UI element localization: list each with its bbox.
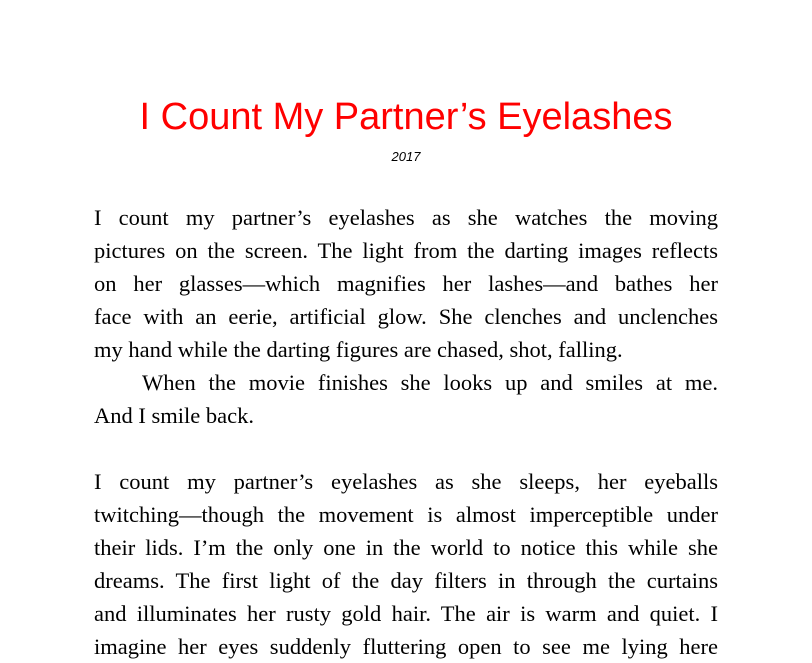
- paragraph-2: [94, 366, 718, 432]
- paragraph-line: imagine her eyes suddenly fluttering open to see me lying here: [94, 634, 718, 659]
- paragraph-line: my hand while the darting figures are chased, shot, falling.: [94, 337, 623, 362]
- paragraph-line: face with an eerie, artificial glow. She clenches and unclenches: [94, 304, 718, 329]
- paragraph-line: I count my partner’s eyelashes as she watches the moving: [94, 205, 718, 230]
- document-title: I Count My Partner’s Eyelashes: [139, 96, 673, 138]
- paragraph-line: on her glasses—which magnifies her lashes—and bathes her: [94, 271, 718, 296]
- paragraph-3: [94, 465, 718, 663]
- document-year: 2017: [391, 149, 421, 164]
- paragraph-line: dreams. The first light of the day filters in through the curtains: [94, 568, 718, 593]
- paragraph-line: I count my partner’s eyelashes as she sleeps, her eyeballs: [94, 469, 718, 494]
- paragraph-line: and illuminates her rusty gold hair. The air is warm and quiet. I: [94, 601, 718, 626]
- paragraph-1: [94, 201, 718, 366]
- paragraph-line: pictures on the screen. The light from the darting images reflects: [94, 238, 718, 263]
- paragraph-line: their lids. I’m the only one in the world to notice this while she: [94, 535, 718, 560]
- paragraph-line: And I smile back.: [94, 403, 254, 428]
- paragraph-line: When the movie finishes she looks up and smiles at me.: [142, 370, 718, 395]
- paragraph-line: twitching—though the movement is almost imperceptible under: [94, 502, 718, 527]
